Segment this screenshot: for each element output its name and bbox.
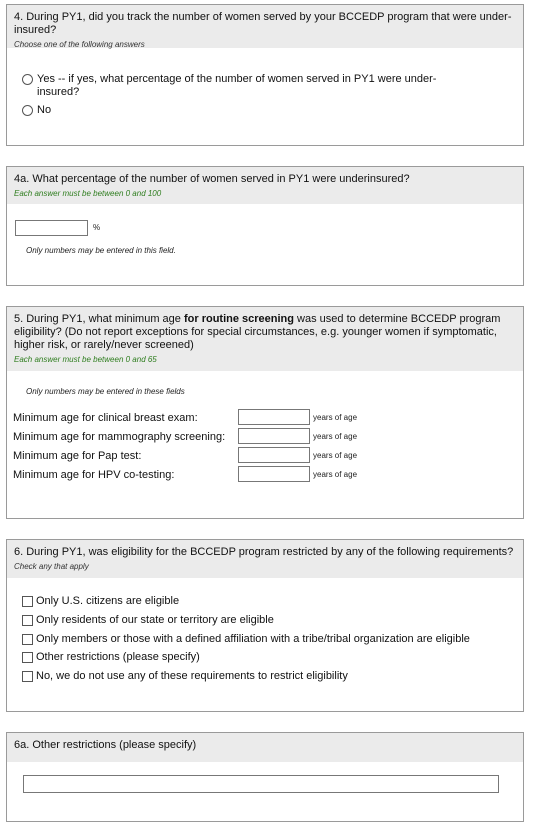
checkbox[interactable] [22, 652, 33, 663]
question-4a-panel [6, 166, 524, 286]
question-6a-header [7, 733, 523, 762]
age-unit: years of age [313, 470, 358, 479]
checkbox[interactable] [22, 671, 33, 682]
question-5-panel [6, 306, 524, 519]
q5-help-text: Only numbers may be entered in these fields [26, 387, 185, 396]
q4-option-no[interactable] [22, 104, 122, 117]
q6-option-tribe-members[interactable] [22, 633, 502, 646]
radio-button[interactable] [22, 74, 33, 85]
age-label-pap-test: Minimum age for Pap test: [13, 450, 142, 462]
age-input-pap-test[interactable] [238, 447, 310, 463]
question-4-title: 4. During PY1, did you track the number of women served by your BCCEDP program that were under-insured? [14, 11, 512, 36]
other-restrictions-input[interactable] [23, 775, 499, 793]
checkbox[interactable] [22, 615, 33, 626]
q4-option-no-label: No [37, 104, 52, 116]
question-4a-header [7, 167, 523, 204]
age-label-hpv-co-testing: Minimum age for HPV co-testing: [13, 469, 175, 481]
age-label-mammography: Minimum age for mammography screening: [13, 431, 226, 443]
question-6a-title: 6a. Other restrictions (please specify) [14, 739, 197, 751]
age-unit: years of age [313, 413, 358, 422]
age-label-clinical-breast-exam: Minimum age for clinical breast exam: [13, 412, 198, 424]
q6-option-label: Only U.S. citizens are eligible [36, 595, 180, 607]
age-unit: years of age [313, 432, 358, 441]
q6-option-other[interactable] [22, 651, 502, 664]
question-5-header [7, 307, 523, 371]
question-5-title: 5. During PY1, what minimum age for routine screening was used to determine BCCEDP program eligibility? (Do not report exceptions for special circumstances, e.g. younger women if symptomatic, higher risk, or rarely/never screened) [14, 313, 501, 351]
question-6-note: Check any that apply [14, 562, 89, 571]
q6-option-label: Other restrictions (please specify) [36, 651, 200, 663]
q4a-help-text: Only numbers may be entered in this field. [26, 246, 176, 255]
q4-option-yes-label-2: insured? [37, 86, 80, 98]
q6-option-residents[interactable] [22, 614, 502, 627]
question-5-note: Each answer must be between 0 and 65 [14, 355, 157, 364]
percentage-input[interactable] [15, 220, 88, 236]
question-4a-title: 4a. What percentage of the number of women served in PY1 were underinsured? [14, 173, 410, 185]
question-6-header [7, 540, 523, 578]
radio-button[interactable] [22, 105, 33, 116]
question-4-header [7, 5, 523, 48]
q6-option-label: Only residents of our state or territory are eligible [36, 614, 274, 626]
age-input-mammography[interactable] [238, 428, 310, 444]
checkbox[interactable] [22, 634, 33, 645]
q6-option-us-citizens[interactable] [22, 595, 502, 608]
question-6-panel [6, 539, 524, 712]
question-6-title: 6. During PY1, was eligibility for the BCCEDP program restricted by any of the following requirements? [14, 546, 514, 558]
question-4a-note: Each answer must be between 0 and 100 [14, 189, 162, 198]
q4-option-yes-label: Yes -- if yes, what percentage of the number of women served in PY1 were under- [37, 73, 437, 85]
q4-option-yes[interactable] [22, 73, 502, 98]
question-4-panel [6, 4, 524, 146]
checkbox[interactable] [22, 596, 33, 607]
question-6a-panel [6, 732, 524, 822]
q6-option-label: Only members or those with a defined affiliation with a tribe/tribal organization are eligible [36, 633, 470, 645]
q6-option-no-requirements[interactable] [22, 670, 502, 683]
percent-unit: % [93, 223, 101, 232]
age-input-hpv-co-testing[interactable] [238, 466, 310, 482]
q6-option-label: No, we do not use any of these requirements to restrict eligibility [36, 670, 348, 682]
age-input-clinical-breast-exam[interactable] [238, 409, 310, 425]
age-unit: years of age [313, 451, 358, 460]
question-4-note: Choose one of the following answers [14, 40, 145, 49]
